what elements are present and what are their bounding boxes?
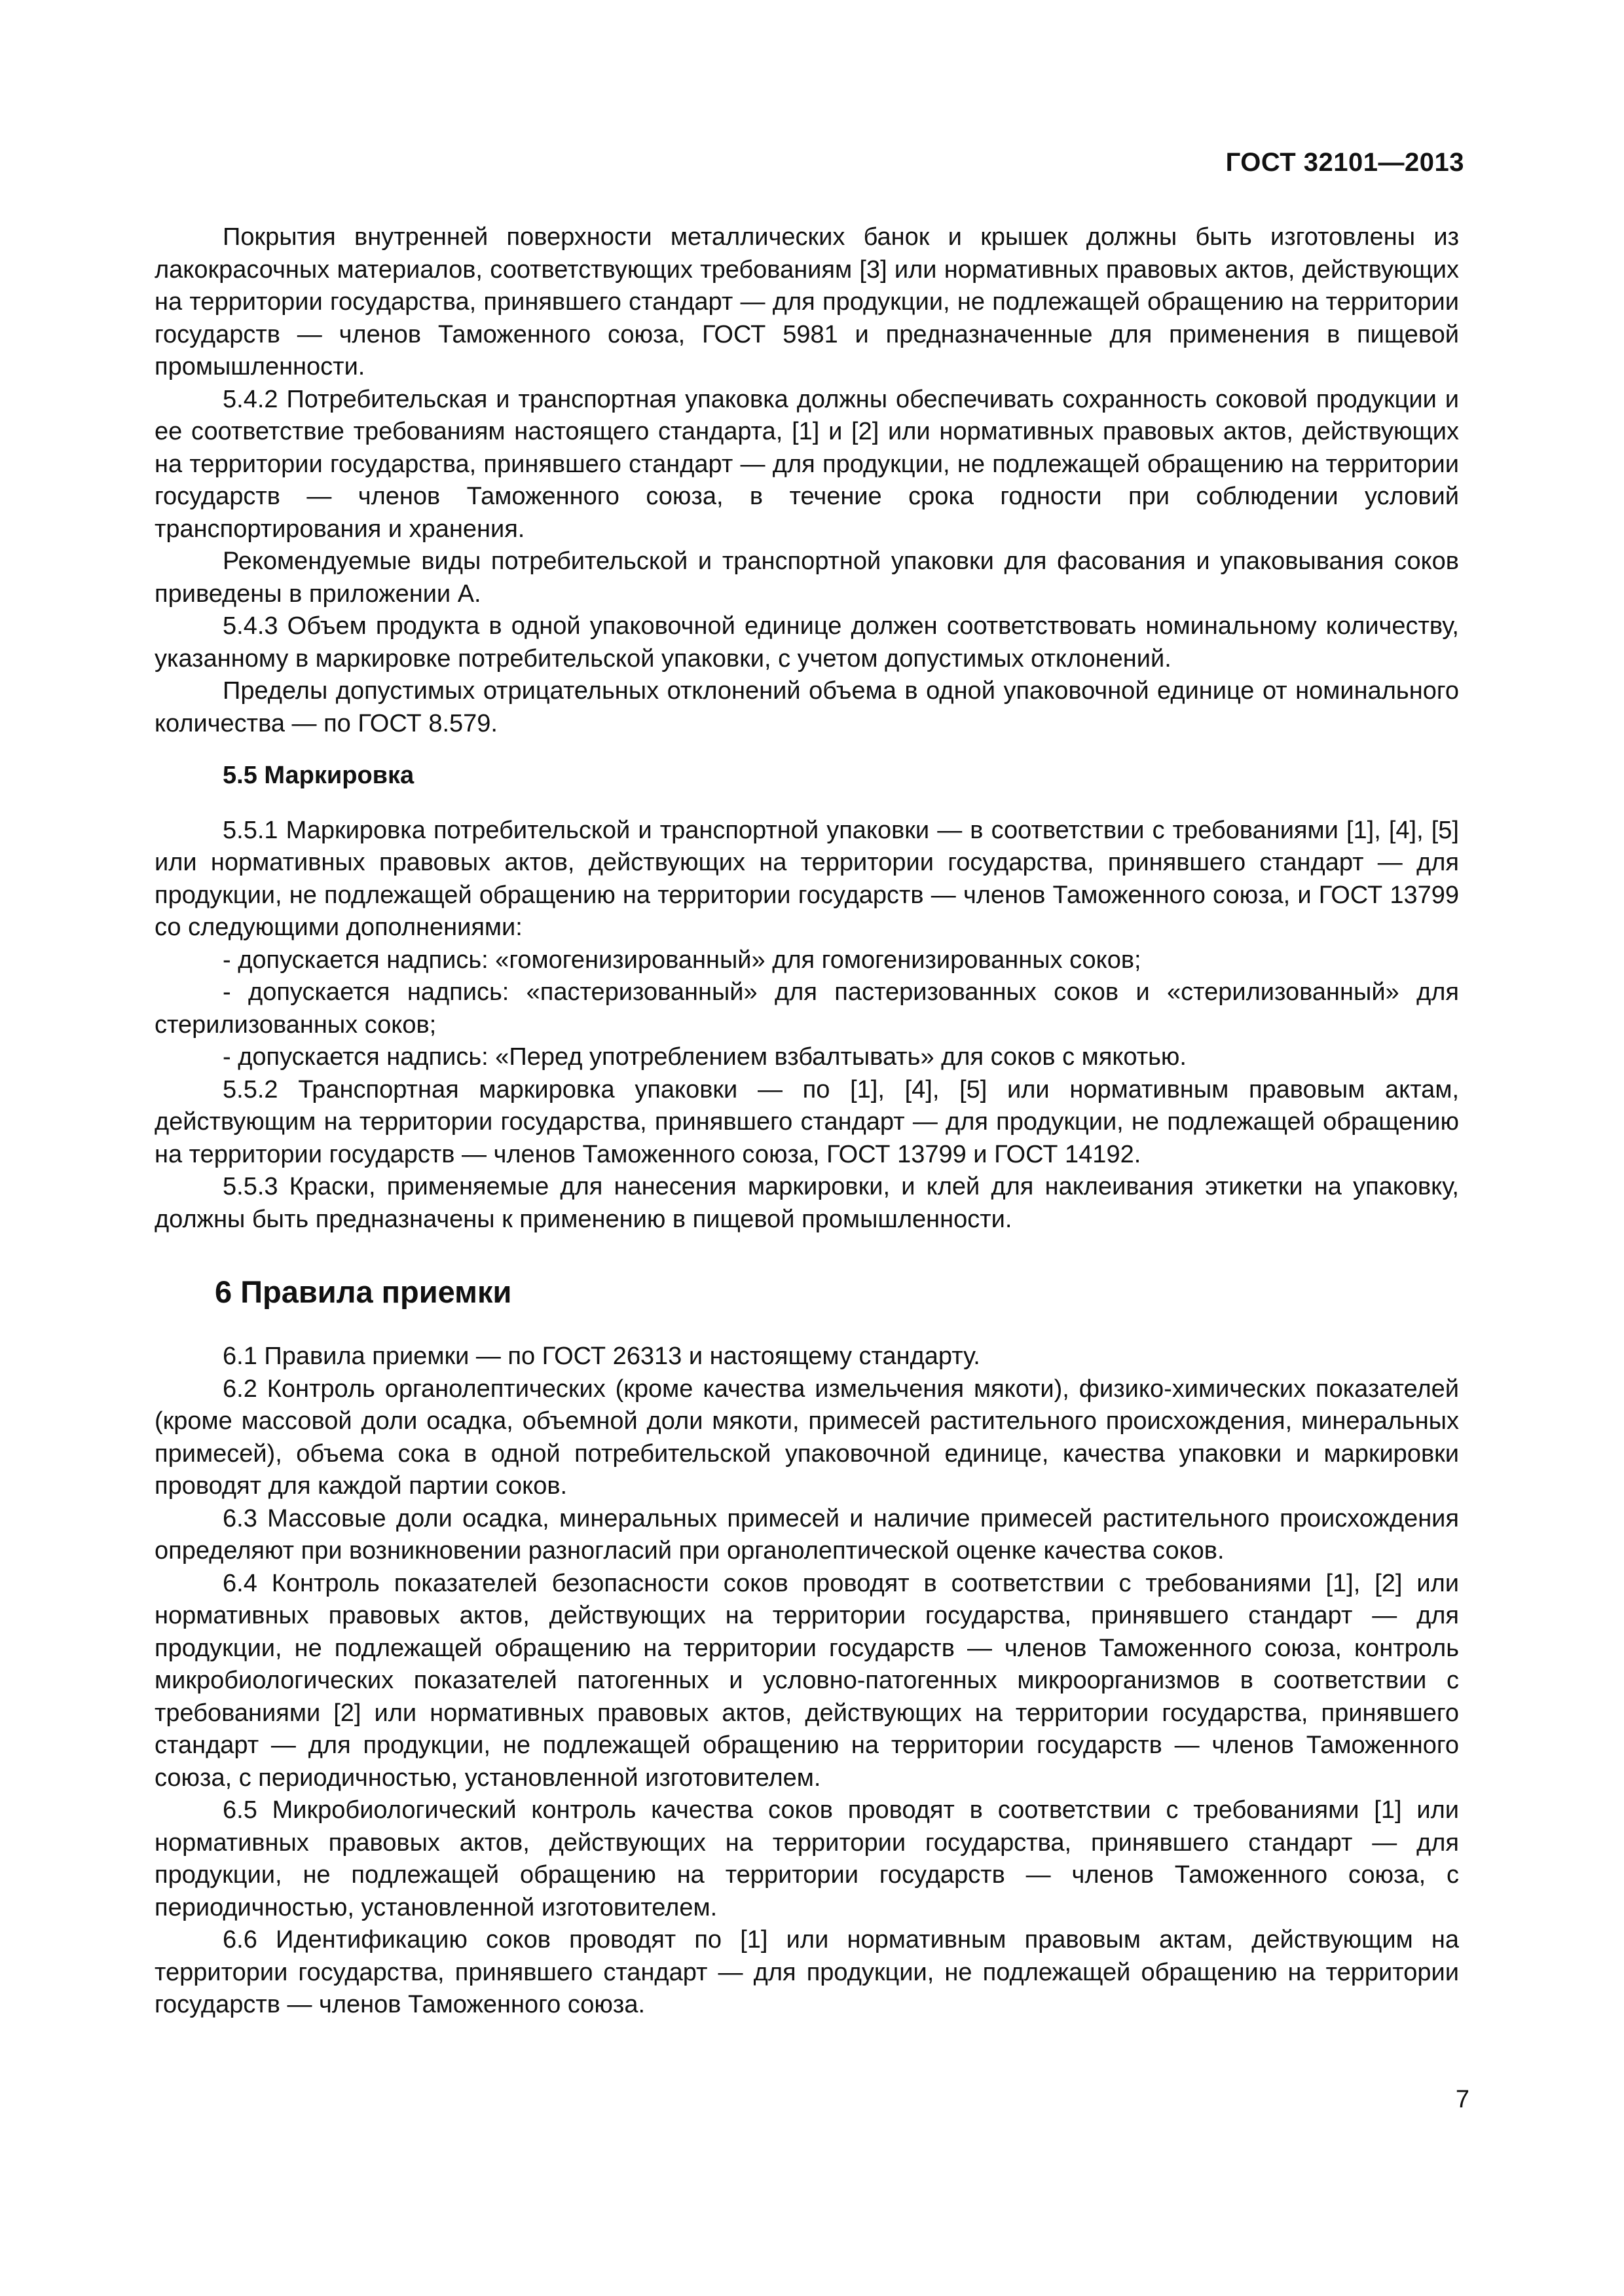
document-body bbox=[155, 221, 1459, 2022]
paragraph-recommended-packaging: Рекомендуемые виды потребительской и транспортной упаковки для фасования и упаковывания соков приведены в приложении А. bbox=[155, 547, 1459, 608]
paragraph-6-3: 6.3 Массовые доли осадка, минеральных примесей и наличие примесей растительного происхождения определяют при возникновении разногласий при органолептической оценке качества соков. bbox=[155, 1504, 1459, 1565]
paragraph-6-6: 6.6 Идентификацию соков проводят по [1] или нормативным правовым актам, действующим на территории государства, принявшего стандарт — для продукции, не подлежащей обращению на территории государств — членов Таможенного союза. bbox=[155, 1926, 1459, 2018]
document-header-id: ГОСТ 32101—2013 bbox=[1225, 148, 1464, 177]
paragraph-coating-requirements: Покрытия внутренней поверхности металлических банок и крышек должны быть изготовлены из лакокрасочных материалов, соответствующих требованиям [3] или нормативных правовых актов, действующих на территории государства, принявшего стандарт — для продукции, не подлежащей обращению на территории государств — членов Таможенного союза, ГОСТ 5981 и предназначенные для применения в пищевой промышленности. bbox=[155, 223, 1459, 380]
page-number: 7 bbox=[1455, 2086, 1469, 2113]
paragraph-5-5-1: 5.5.1 Маркировка потребительской и транспортной упаковки — в соответствии с требованиями [1], [4], [5] или нормативных правовых актов, действующих на территории государства, принявшего стандарт — для продукции, не подлежащей обращению на территории государств — членов Таможенного союза, и ГОСТ 13799 со следующими дополнениями: bbox=[155, 816, 1459, 941]
list-item-homogenized: - допускается надпись: «гомогенизированный» для гомогенизированных соков; bbox=[223, 946, 1141, 974]
paragraph-6-4: 6.4 Контроль показателей безопасности соков проводят в соответствии с требованиями [1], [2] или нормативных правовых актов, действующих на территории государства, принявшего стандарт — для продукции, не подлежащей обращению на территории государств — членов Таможенного союза, контроль микробиологических показателей патогенных и условно-патогенных микроорганизмов в соответствии с требованиями [2] или нормативных правовых актов, действующих на территории государства, принявшего стандарт — для продукции, не подлежащей обращению на территории государств — членов Таможенного союза, с периодичностью, установленной изготовителем. bbox=[155, 1569, 1459, 1792]
paragraph-5-4-3: 5.4.3 Объем продукта в одной упаковочной единице должен соответствовать номинальному количеству, указанному в маркировке потребительской упаковки, с учетом допустимых отклонений. bbox=[155, 612, 1459, 673]
list-item-pasteurized: - допускается надпись: «пастеризованный» для пастеризованных соков и «стерилизованный» для стерилизованных соков; bbox=[155, 978, 1459, 1039]
paragraph-6-2: 6.2 Контроль органолептических (кроме качества измельчения мякоти), физико-химических показателей (кроме массовой доли осадка, объемной доли мякоти, примесей растительного происхождения, минеральных примесей), объема сока в одной потребительской упаковочной единице, качества упаковки и маркировки проводят для каждой партии соков. bbox=[155, 1375, 1459, 1500]
subsection-title-5-5: 5.5 Маркировка bbox=[223, 762, 415, 789]
list-item-shake-before-use: - допускается надпись: «Перед употреблением взбалтывать» для соков с мякотью. bbox=[223, 1043, 1187, 1071]
paragraph-6-5: 6.5 Микробиологический контроль качества соков проводят в соответствии с требованиями [1] или нормативных правовых актов, действующих на территории государства, принявшего стандарт — для продукции, не подлежащей обращению на территории государств — членов Таможенного союза, с периодичностью, установленной изготовителем. bbox=[155, 1796, 1459, 1921]
paragraph-5-5-3: 5.5.3 Краски, применяемые для нанесения маркировки, и клей для наклеивания этикетки на упаковку, должны быть предназначены к применению в пищевой промышленности. bbox=[155, 1173, 1459, 1233]
paragraph-5-5-2: 5.5.2 Транспортная маркировка упаковки — по [1], [4], [5] или нормативным правовым актам, действующим на территории государства, принявшего стандарт — для продукции, не подлежащей обращению на территории государств — членов Таможенного союза, ГОСТ 13799 и ГОСТ 14192. bbox=[155, 1075, 1459, 1168]
paragraph-tolerance-limits: Пределы допустимых отрицательных отклонений объема в одной упаковочной единице от номинального количества — по ГОСТ 8.579. bbox=[155, 677, 1459, 737]
section-title-6: 6 Правила приемки bbox=[215, 1274, 512, 1309]
paragraph-5-4-2: 5.4.2 Потребительская и транспортная упаковка должны обеспечивать сохранность соковой продукции и ее соответствие требованиям настоящего стандарта, [1] и [2] или нормативных правовых актов, действующих на территории государства, принявшего стандарт — для продукции, не подлежащей обращению на территории государств — членов Таможенного союза, в течение срока годности при соблюдении условий транспортирования и хранения. bbox=[155, 385, 1459, 543]
paragraph-6-1: 6.1 Правила приемки — по ГОСТ 26313 и настоящему стандарту. bbox=[223, 1342, 980, 1370]
